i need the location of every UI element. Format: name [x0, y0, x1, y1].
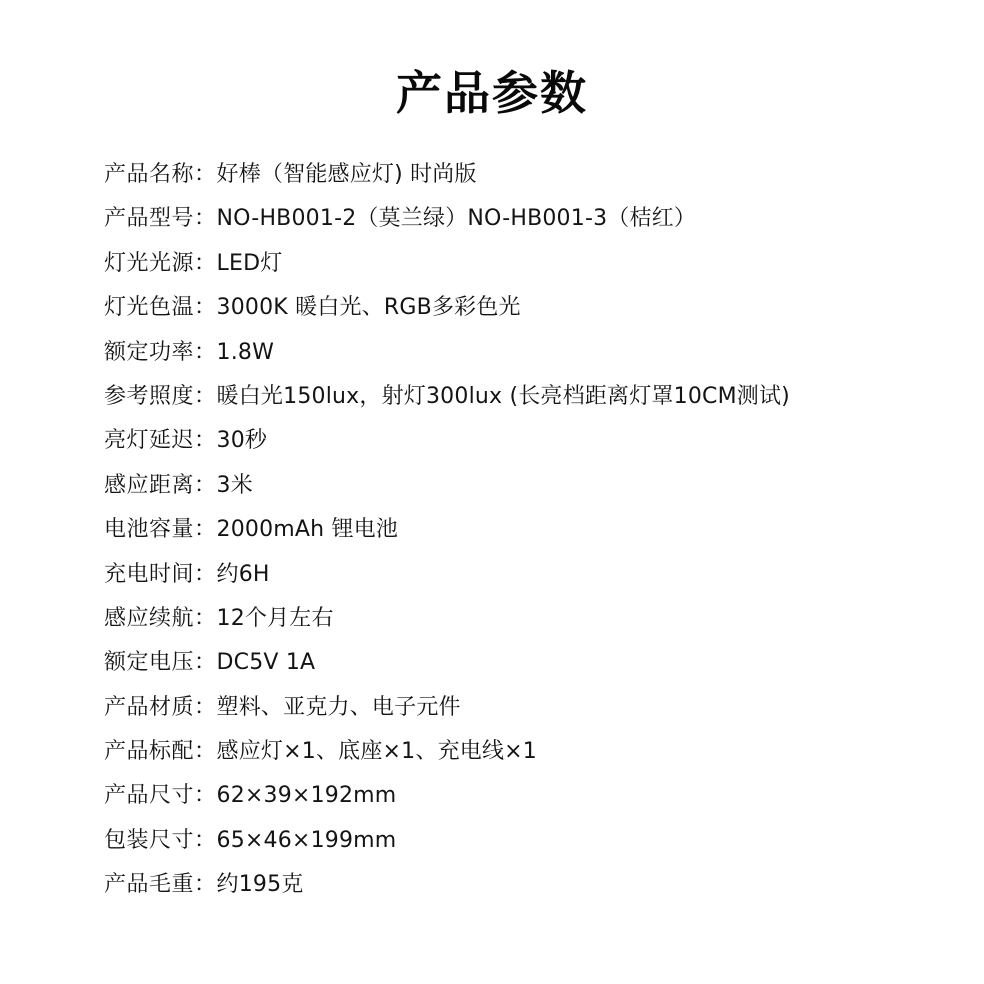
- spec-row-package-contents: [104, 730, 964, 774]
- spec-label: 感应续航：: [104, 605, 217, 631]
- spec-row-endurance: [104, 597, 964, 641]
- spec-row-product-size: [104, 774, 964, 818]
- spec-label: 包装尺寸：: [104, 827, 217, 853]
- spec-value: 塑料、亚克力、电子元件: [216, 694, 461, 720]
- spec-value: 30秒: [216, 428, 268, 454]
- spec-row-illuminance: [104, 375, 964, 419]
- page-title: 产品参数: [396, 66, 588, 120]
- spec-value: 约6H: [216, 561, 270, 587]
- spec-value: 3米: [216, 472, 253, 498]
- spec-row-charge-time: [104, 553, 964, 597]
- spec-value: 约195克: [216, 872, 304, 898]
- spec-row-color-temp: [104, 286, 964, 330]
- spec-label: 产品型号：: [104, 206, 217, 232]
- spec-row-power: [104, 331, 964, 375]
- spec-value: 感应灯×1、底座×1、充电线×1: [216, 739, 538, 765]
- spec-value: 3000K 暖白光、RGB多彩色光: [216, 295, 521, 321]
- spec-label: 产品毛重：: [104, 872, 217, 898]
- spec-label: 亮灯延迟：: [104, 428, 217, 454]
- spec-row-model: [104, 197, 964, 241]
- spec-label: 产品材质：: [104, 694, 217, 720]
- spec-value: 暖白光150lux，射灯300lux (长亮档距离灯罩10CM测试): [216, 383, 790, 409]
- spec-label: 电池容量：: [104, 517, 217, 543]
- spec-row-name: [104, 153, 964, 197]
- spec-row-sensing-distance: [104, 464, 964, 508]
- spec-list: [104, 153, 964, 908]
- spec-label: 产品名称：: [104, 162, 217, 187]
- spec-value: 2000mAh 锂电池: [216, 517, 399, 543]
- spec-label: 灯光色温：: [104, 295, 217, 321]
- spec-value: 12个月左右: [216, 605, 334, 631]
- spec-row-material: [104, 686, 964, 730]
- spec-label: 产品尺寸：: [104, 783, 217, 809]
- spec-label: 参考照度：: [104, 383, 217, 409]
- spec-row-battery: [104, 508, 964, 552]
- spec-row-package-size: [104, 819, 964, 863]
- spec-row-gross-weight: [104, 863, 964, 907]
- spec-value: 1.8W: [216, 339, 275, 365]
- spec-label: 额定功率：: [104, 339, 217, 365]
- spec-row-delay: [104, 419, 964, 463]
- spec-label: 充电时间：: [104, 561, 217, 587]
- spec-value: DC5V 1A: [216, 650, 316, 676]
- spec-label: 灯光光源：: [104, 250, 217, 276]
- spec-value: 65×46×199mm: [216, 827, 397, 853]
- spec-value: 62×39×192mm: [216, 783, 397, 809]
- spec-label: 感应距离：: [104, 472, 217, 498]
- spec-value: 好棒（智能感应灯) 时尚版: [216, 162, 477, 187]
- spec-row-light-source: [104, 242, 964, 286]
- spec-value: NO-HB001-2（莫兰绿）NO-HB001-3（桔红）: [216, 206, 697, 232]
- spec-value: LED灯: [216, 250, 283, 276]
- spec-label: 额定电压：: [104, 650, 217, 676]
- spec-label: 产品标配：: [104, 739, 217, 765]
- spec-row-voltage: [104, 641, 964, 685]
